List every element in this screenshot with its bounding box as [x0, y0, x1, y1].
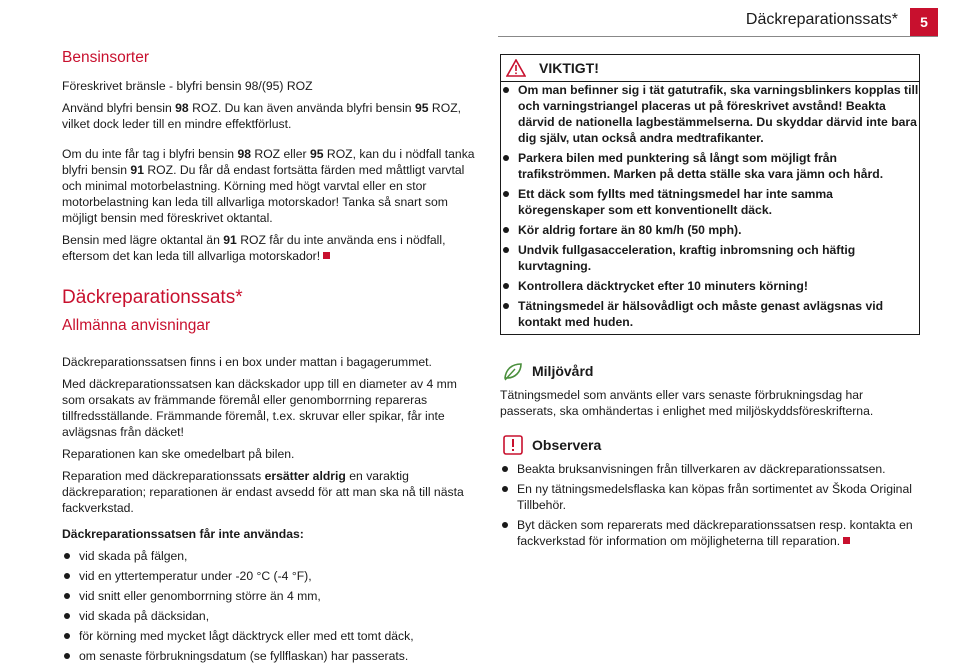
running-header-title: Däckreparationssats*	[745, 11, 898, 28]
leaf-icon	[500, 359, 526, 383]
warning-box	[500, 54, 920, 335]
warning-title: VIKTIGT!	[539, 60, 599, 76]
end-of-section-icon	[323, 252, 330, 259]
fuel-line: Föreskrivet bränsle - blyfri bensin 98/(95) ROZ	[62, 79, 313, 93]
fuel-paragraph-1: Använd blyfri bensin 98 ROZ. Du kan även använda blyfri bensin 95 ROZ, vilket dock leder till en mindre effektförlust.	[62, 101, 462, 131]
header-rule	[498, 36, 938, 37]
list-item: om senaste förbrukningsdatum (se fyllflaskan) har passerats.	[62, 648, 478, 664]
page-number: 5	[910, 8, 938, 36]
fuel-paragraph-3: Bensin med lägre oktantal än 91 ROZ får du inte använda ens i nödfall, eftersom det kan leda till allvarliga motorskador!	[62, 233, 446, 263]
list-item: Kontrollera däcktrycket efter 10 minuters körning!	[501, 278, 919, 294]
warning-header	[501, 55, 919, 82]
environment-text: Tätningsmedel som använts eller vars senaste förbrukningsdag har passerats, ska omhändertas i enlighet med miljöskyddsföreskrifterna.	[500, 388, 874, 418]
list-item: Kör aldrig fortare än 80 km/h (50 mph).	[501, 222, 919, 238]
info-icon	[500, 433, 526, 457]
must-not-use-list	[62, 548, 478, 664]
page-header	[0, 0, 960, 40]
warning-triangle-icon	[501, 55, 531, 81]
kit-paragraph-2: Med däckreparationssatsen kan däckskador upp till en diameter av 4 mm som orsakats av främmande föremål eller genomborrning repareras tillfredsställande. Främmande föremål, t.ex. skruvar eller spikar, får inte avlägsnas från däcket!	[62, 377, 457, 439]
kit-paragraph-3: Reparationen kan ske omedelbart på bilen.	[62, 447, 295, 461]
environment-note	[500, 359, 918, 419]
list-item: vid skada på fälgen,	[62, 548, 478, 564]
list-item: Undvik fullgasacceleration, kraftig inbromsning och häftig kurvtagning.	[501, 242, 919, 274]
end-of-section-icon	[843, 537, 850, 544]
list-item: vid skada på däcksidan,	[62, 608, 478, 624]
list-item: Byt däcken som reparerats med däckreparationssatsen resp. kontakta en fackverkstad för information om möjligheterna till reparation.	[500, 517, 918, 549]
kit-paragraph-1: Däckreparationssatsen finns i en box under mattan i bagagerummet.	[62, 355, 432, 369]
kit-paragraph-4: Reparation med däckreparationssats ersätter aldrig en varaktig däckreparation; reparationen är endast avsedd för att man ska nå till nästa fackverkstad.	[62, 469, 464, 515]
list-item: vid en yttertemperatur under -20 °C (-4 °F),	[62, 568, 478, 584]
list-item: för körning med mycket lågt däcktryck eller med ett tomt däck,	[62, 628, 478, 644]
observe-list	[500, 461, 918, 549]
environment-title: Miljövård	[532, 363, 594, 379]
warning-list	[501, 82, 919, 330]
list-item: Parkera bilen med punktering så långt som möjligt från trafikströmmen. Marken på detta ställe ska vara jämn och hård.	[501, 150, 919, 182]
must-not-use-label: Däckreparationssatsen får inte användas:	[62, 527, 304, 541]
subsection-title-general: Allmänna anvisningar	[62, 317, 211, 334]
list-item: En ny tätningsmedelsflaska kan köpas från sortimentet av Škoda Original Tillbehör.	[500, 481, 918, 513]
observe-title: Observera	[532, 437, 602, 453]
section-title-repair-kit: Däckreparationssats*	[62, 287, 243, 308]
section-title-fuel: Bensinsorter	[62, 49, 150, 66]
list-item: vid snitt eller genomborrning större än 4 mm,	[62, 588, 478, 604]
fuel-paragraph-2: Om du inte får tag i blyfri bensin 98 ROZ eller 95 ROZ, kan du i nödfall tanka blyfri bensin 91 ROZ. Du får då endast fortsätta färden med måttligt varvtal och minimal motorbelastning. Körning med högt varvtal eller en stor motorbelastning kan leda till allvarliga motorskador! Tanka så snart som möjligt bensin med föreskrivet oktantal.	[62, 147, 475, 225]
list-item: Tätningsmedel är hälsovådligt och måste genast avlägsnas vid kontakt med huden.	[501, 298, 919, 330]
left-column	[62, 50, 478, 668]
list-item: Om man befinner sig i tät gatutrafik, ska varningsblinkers kopplas till och varningstriangel placeras ut på föreskrivet avstånd! Beakta därvid de nationella lagbestämmelserna. Du skyddar därvid inte bara dig själv, utan också andra medtrafikanter.	[501, 82, 919, 146]
right-column	[500, 54, 918, 553]
observe-note	[500, 433, 918, 549]
list-item: Beakta bruksanvisningen från tillverkaren av däckreparationssatsen.	[500, 461, 918, 477]
list-item: Ett däck som fyllts med tätningsmedel har inte samma köregenskaper som ett konventionellt däck.	[501, 186, 919, 218]
